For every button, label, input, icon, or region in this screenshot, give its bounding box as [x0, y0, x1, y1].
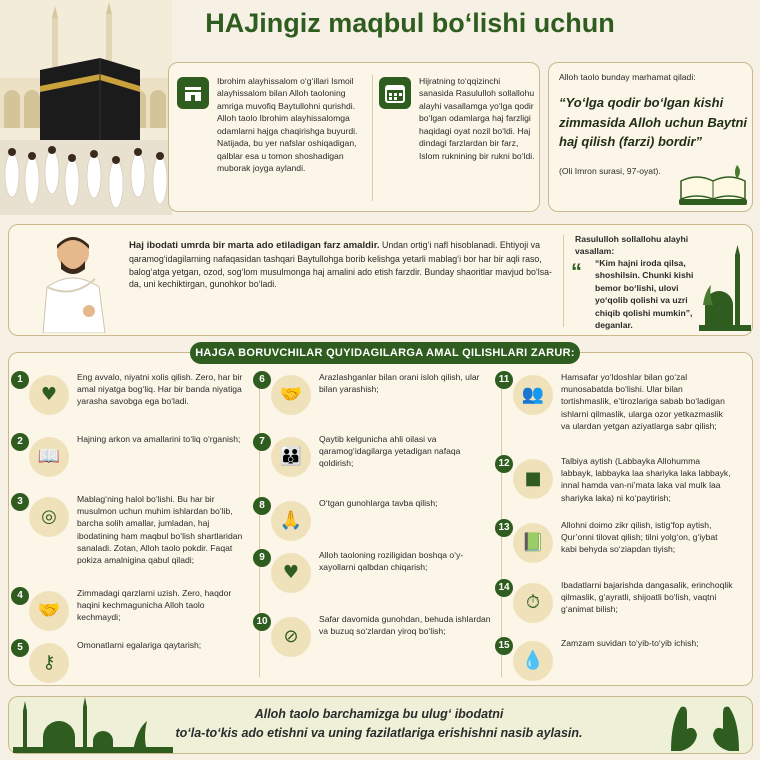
kaaba-scene [0, 0, 172, 215]
hadith-tail: deganlar. [595, 320, 633, 330]
requirement-item [11, 639, 247, 695]
farz-body: Undan ortig‘i nafl hisoblanadi. Ehtiyoji va qaramog‘idagilarning nafaqasidan tashqari Baytullohga borib kelishga yetarli mablag‘i bor har bir aqli raso, balog‘atga yetgan, ozod, sog‘lom musulmonga haj amalini ado etish farzdir. Bunday shaoritlar mavjud bo‘lsa-da, uni kechiktirgan, gunohkor bo‘ladi. [129, 240, 552, 290]
footer-panel [8, 696, 753, 754]
intro-left-text: Ibrohim alayhissalom o‘g‘illari Ismoil alayhissalom bilan Alloh taoloning amriga muvofiq Baytullohni qurishdi. Alloh taolo Ibrohim alayhissalomga odamlarni hajga chaqirishga buyurdi. Natijada, bu yer nafslar oshiqadigan, qalblar esa u tomon shoshadigan muborak joyga aylandi. [217, 76, 358, 174]
item-number: 10 [253, 613, 271, 631]
farz-panel [8, 224, 753, 336]
item-number: 2 [11, 433, 29, 451]
item-number: 9 [253, 549, 271, 567]
requirement-item [253, 613, 489, 669]
item-number: 5 [11, 639, 29, 657]
item-number: 12 [495, 455, 513, 473]
mosque-skyline-icon [13, 697, 173, 758]
item-text: Qaytib kelgunicha ahli oilasi va qaramog‘idagilarga yetadigan nafaqa qoldirish; [319, 434, 461, 469]
item-text: Arazlashganlar bilan orani isloh qilish, ular bilan yarashish; [319, 372, 480, 395]
page-title: HAJingiz maqbul bo‘lishi uchun [205, 8, 615, 38]
praying-hands-icon [665, 701, 745, 758]
farz-text [129, 239, 559, 291]
requirement-item [253, 497, 489, 553]
heart-icon: ♥ [271, 553, 311, 593]
item-text: Allohni doimo zikr qilish, istig‘fop aytish, Qur’onni tilovat qilish; tilni yolg‘on, g‘iybat kabi behyda so‘ziapdan tiyish; [561, 520, 718, 555]
item-number: 11 [495, 371, 513, 389]
quran-quote: “Yo‘lga qodir bo‘lgan kishi zimmasida Alloh uchun Baytni haj qilish (farzi) bordir” [559, 95, 748, 149]
item-text: Alloh taoloning roziligidan boshqa o‘y-xayollarni qalbdan chiqarish; [319, 550, 464, 573]
clock-gear-icon: ⏱ [513, 583, 553, 623]
requirement-item [253, 433, 489, 489]
calendar-icon [379, 77, 411, 109]
item-text: Omonatlarni egalariga qaytarish; [77, 640, 202, 650]
quran-source: (Oli Imron surasi, 97-oyat). [559, 166, 661, 176]
quran-verse-panel [548, 62, 753, 212]
item-text: Hajning arkon va amallarini to‘liq o‘rganish; [77, 434, 241, 444]
farz-bold: Haj ibodati umrda bir marta ado etiladigan farz amaldir. [129, 240, 380, 251]
handshake-icon: 🤝 [271, 375, 311, 415]
book-icon: 📖 [29, 437, 69, 477]
requirement-item [253, 371, 489, 427]
item-number: 4 [11, 587, 29, 605]
quran-lead: Alloh taolo bunday marhamat qiladi: [559, 72, 696, 82]
family-icon: 👪 [271, 437, 311, 477]
requirement-item [495, 455, 731, 511]
requirement-item [495, 371, 731, 431]
item-text: Hamsafar yo‘ldoshlar bilan go‘zal munosabatda bo‘lishi. Ular bilan tortishmaslik, e’tirozlariga sabab bo‘ladigan ishlarni qilmaslik, ularga ozor yetkazmaslik va ulardan yetgan aziyatlarga sabr qilish; [561, 372, 725, 431]
requirement-item [495, 579, 731, 635]
companions-icon: 👥 [513, 375, 553, 415]
item-text: Ibadatlarni bajarishda dangasalik, erinchoqlik qilmaslik, g‘ayratli, shijoatli bo‘lish, vaqtni g‘animat bilish; [561, 580, 733, 615]
requirement-item [11, 587, 247, 643]
item-text: Zamzam suvidan to‘yib-to‘yib ichish; [561, 638, 699, 648]
footer-line-2: to‘la-to‘kis ado etishni va uning fazilatlariga erishishni nasib aylasin. [175, 725, 583, 740]
section-title: HAJGA BORUVCHILAR QUYIDAGILARGA AMAL QILISHLARI ZARUR: [190, 342, 580, 364]
quran-icon: 📗 [513, 523, 553, 563]
mosque-icon [699, 245, 751, 340]
item-text: Eng avvalo, niyatni xolis qilish. Zero, har bir amal niyatga bog‘liq. Har bir banda niyatiga yarasha savobga ega bo‘ladi. [77, 372, 243, 407]
requirements-panel [8, 352, 753, 686]
requirement-item [495, 519, 731, 575]
hadith-lead: Rasululloh sollallohu alayhi vasallam: [575, 234, 689, 257]
item-number: 1 [11, 371, 29, 389]
requirement-item [495, 637, 731, 693]
footer-prayer [159, 705, 599, 743]
pilgrim-illustration [25, 229, 123, 338]
water-drop-icon: 💧 [513, 641, 553, 681]
requirement-item [253, 549, 489, 605]
intro-right-text: Hijratning to‘qqizinchi sanasida Rasululloh sollallohu alayhi vasallamga yo‘lga qodir bo‘lgan odamlarga haj farzligi haqidagi oyat nozil bo‘ldi. Haj dindagi farzlardan bir farz, Islom ruknining bir rukni bo‘ldi. [419, 76, 535, 161]
item-number: 6 [253, 371, 271, 389]
kaaba-icon [177, 77, 209, 109]
kaaba-icon: ■ [513, 459, 553, 499]
item-text: Mablag‘ning halol bo‘lishi. Bu har bir musulmon uchun muhim ishlardan bo‘lib, barcha solih amallar, jumladan, haj ibodatining ham maqbul bo‘lish shartlaridan sanaladi. Zotan, Alloh taolo pokdir. Faqat pokiza amalnigina qabul qiladi; [77, 494, 243, 566]
item-text: Zimmadagi qarzlarni uzish. Zero, haqdor haqini kechmagunicha Alloh taolo kechmaydi; [77, 588, 232, 623]
key-icon: ⚷ [29, 643, 69, 683]
prohibited-icon: ⊘ [271, 617, 311, 657]
item-number: 13 [495, 519, 513, 537]
requirement-item [11, 433, 247, 489]
praying-person-icon: 🙏 [271, 501, 311, 541]
item-number: 14 [495, 579, 513, 597]
item-number: 8 [253, 497, 271, 515]
heart-hand-icon: ♥ [29, 375, 69, 415]
item-text: Safar davomida gunohdan, behuda ishlardan va buzuq so‘zlardan yiroq bo‘lish; [319, 614, 491, 637]
item-text: Talbiya aytish (Labbayka Allohumma labbayk, labbayka laa shariyka laka labbayk, innal hamda van-ni’mata laka val mulk laa shariyka laka) ni ko‘paytirish; [561, 456, 731, 503]
item-number: 3 [11, 493, 29, 511]
requirement-item [11, 493, 247, 566]
open-quran-icon [677, 159, 749, 214]
requirement-item [11, 371, 247, 427]
item-number: 7 [253, 433, 271, 451]
handshake-icon: 🤝 [29, 591, 69, 631]
coins-icon: ◎ [29, 497, 69, 537]
item-number: 15 [495, 637, 513, 655]
quote-mark-icon: “ [571, 259, 582, 284]
hadith-quote: “Kim hajni iroda qilsa, shoshilsin. Chunki kishi bemor bo‘lishi, ulovi yo‘qolib qolishi va uzri chiqib qolishi mumkin”, [595, 258, 694, 318]
footer-line-1: Alloh taolo barchamizga bu ulug‘ ibodatni [254, 707, 504, 721]
intro-panel [168, 62, 540, 212]
item-text: O‘tgan gunohlarga tavba qilish; [319, 498, 438, 508]
